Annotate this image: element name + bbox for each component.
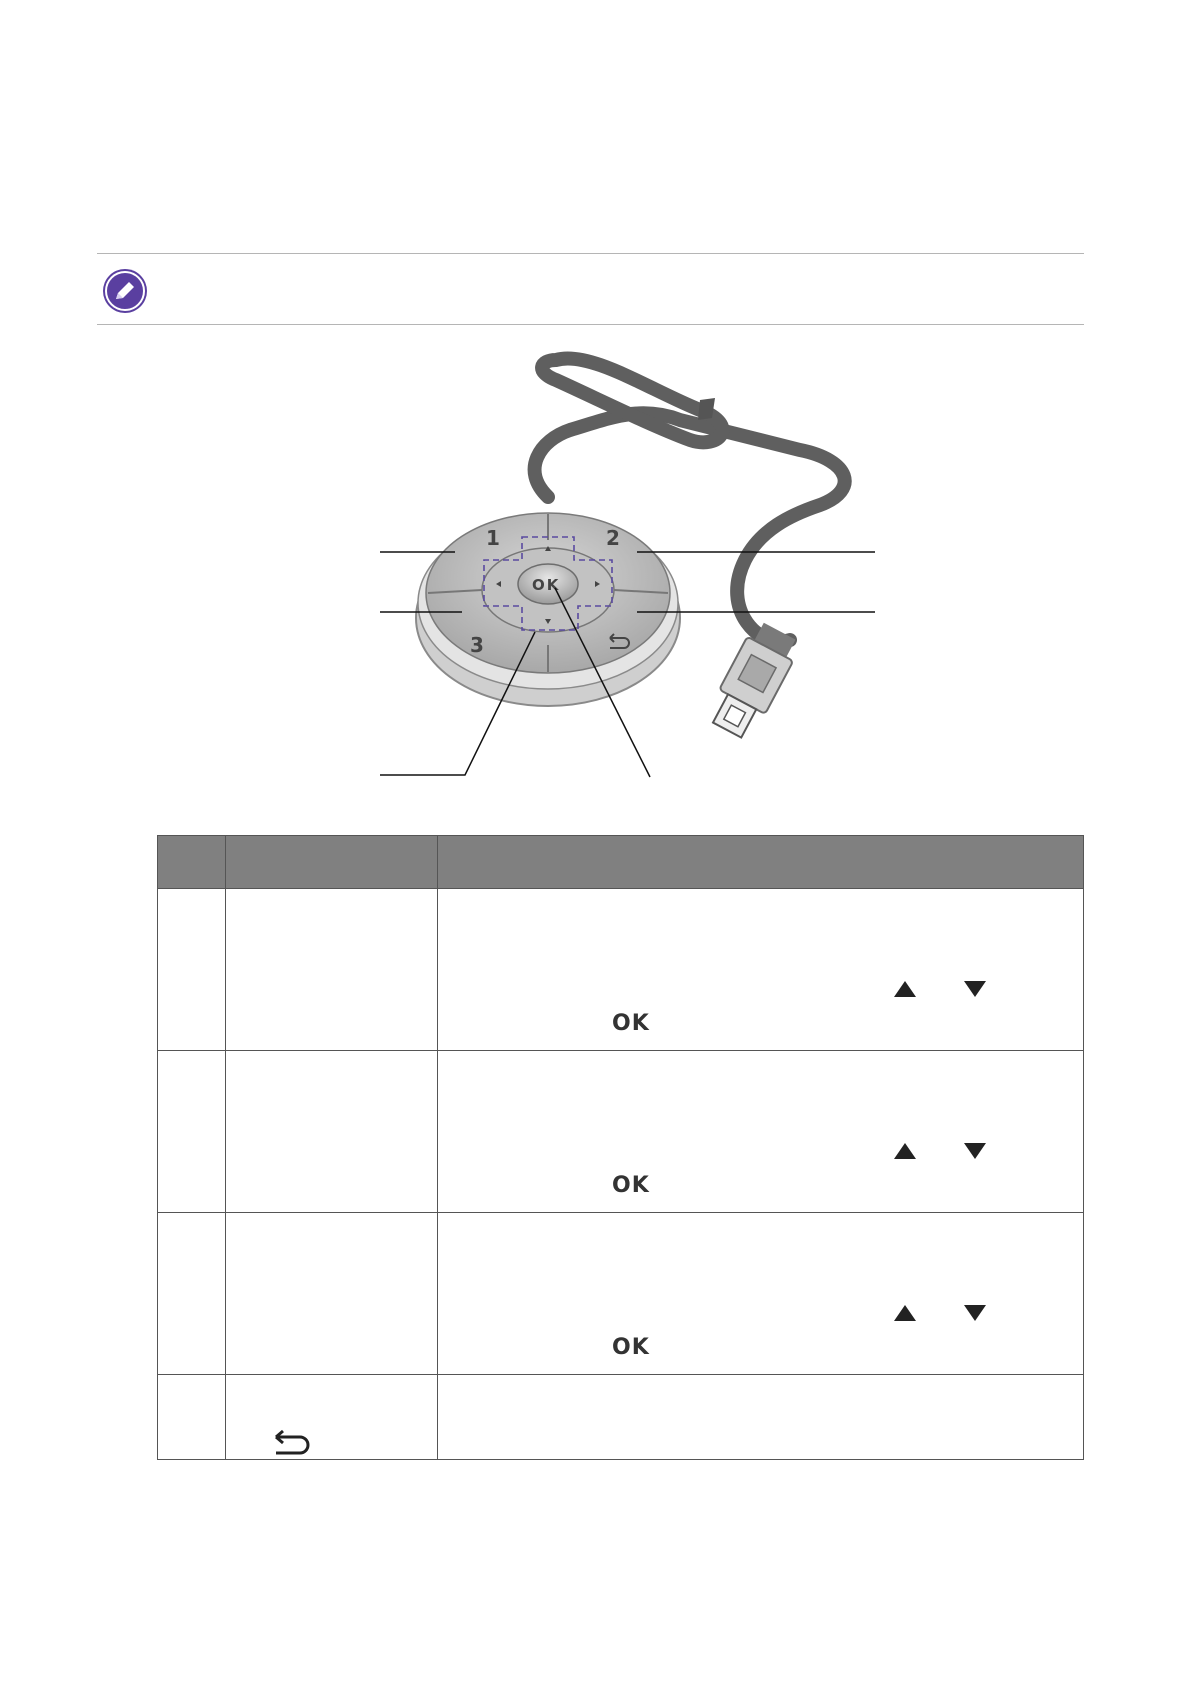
down-triangle-icon bbox=[962, 979, 988, 999]
button-2-label: 2 bbox=[606, 526, 620, 550]
table-header-row bbox=[158, 836, 1084, 889]
button-3-label: 3 bbox=[470, 633, 484, 657]
down-triangle-icon bbox=[962, 1141, 988, 1161]
row-number bbox=[158, 1213, 226, 1375]
row-description bbox=[438, 1051, 1084, 1213]
row-number bbox=[158, 1375, 226, 1460]
ok-key-label: OK bbox=[612, 1011, 650, 1036]
down-triangle-icon bbox=[962, 1303, 988, 1323]
table-row bbox=[158, 1213, 1084, 1375]
row-name bbox=[226, 1375, 438, 1460]
row-name bbox=[226, 1213, 438, 1375]
controller-illustration bbox=[0, 340, 1190, 790]
up-triangle-icon bbox=[892, 979, 918, 999]
function-table bbox=[157, 835, 1084, 1460]
back-arrow-icon bbox=[270, 1429, 312, 1455]
row-description bbox=[438, 1213, 1084, 1375]
controller-body bbox=[416, 513, 680, 706]
header-no bbox=[158, 836, 226, 889]
controller-figure bbox=[0, 340, 1190, 790]
up-triangle-icon bbox=[892, 1141, 918, 1161]
row-name bbox=[226, 1051, 438, 1213]
header-name bbox=[226, 836, 438, 889]
ok-key-label: OK bbox=[612, 1335, 650, 1360]
row-description bbox=[438, 1375, 1084, 1460]
row-number bbox=[158, 889, 226, 1051]
button-1-label: 1 bbox=[486, 526, 500, 550]
table-row bbox=[158, 1051, 1084, 1213]
row-description bbox=[438, 889, 1084, 1051]
ok-key-label: OK bbox=[612, 1173, 650, 1198]
header-function bbox=[438, 836, 1084, 889]
row-name bbox=[226, 889, 438, 1051]
table-row bbox=[158, 1375, 1084, 1460]
table-row bbox=[158, 889, 1084, 1051]
up-triangle-icon bbox=[892, 1303, 918, 1323]
pencil-note-icon bbox=[102, 268, 148, 314]
note-bar bbox=[97, 253, 1084, 325]
ok-button-label: OK bbox=[532, 576, 561, 594]
row-number bbox=[158, 1051, 226, 1213]
